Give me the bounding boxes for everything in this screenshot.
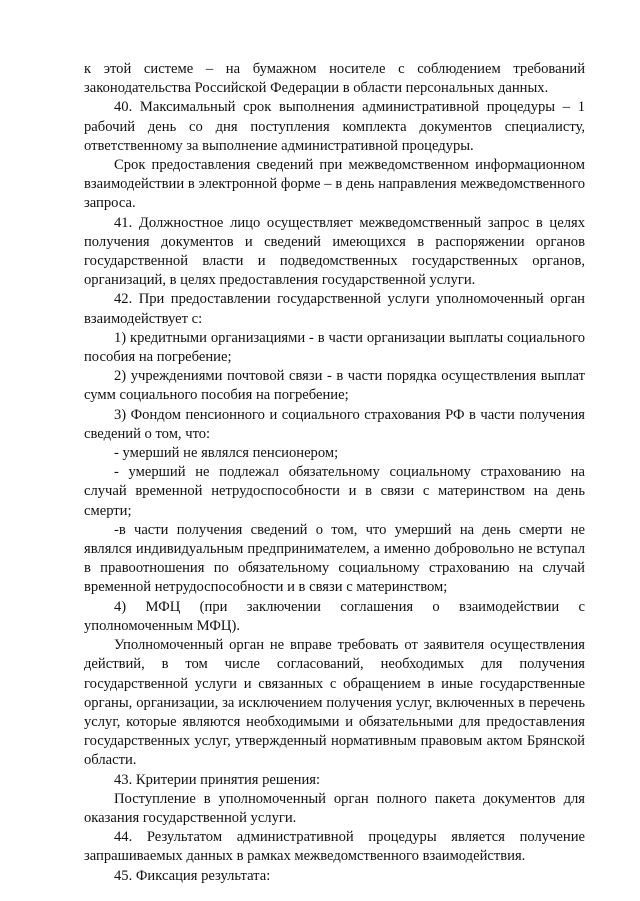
document-page <box>84 60 585 886</box>
list-item-4: 4) МФЦ (при заключении соглашения о взаимодействии с уполномоченным МФЦ). <box>84 598 585 634</box>
list-item-1: 1) кредитными организациями - в части организации выплаты социального пособия на погребение; <box>84 329 585 366</box>
paragraph-continuation: к этой системе – на бумажном носителе с соблюдением требований законодательства Российской Федерации в области персональных данных. <box>84 61 585 97</box>
sub-item-insurance: - умерший не подлежал обязательному социальному страхованию на случай временной нетрудоспособности и в связи с материнством на день смерти; <box>84 464 585 519</box>
paragraph-43: 43. Критерии принятия решения: <box>114 771 321 788</box>
paragraph-41: 41. Должностное лицо осуществляет межведомственный запрос в целях получения документов и сведений имеющихся в распоряжении органов государственной власти и подведомственных государственных органов, организаций, в целях предоставления государственной услуги. <box>84 214 585 289</box>
sub-item-entrepreneur: -в части получения сведений о том, что умерший на день смерти не являлся индивидуальным предпринимателем, а именно добровольно не вступал в правоотношения по обязательному социальному страхованию на случай временной нетрудоспособности и в связи с материнством; <box>84 521 585 596</box>
sub-item-pensioner: - умерший не являлся пенсионером; <box>114 445 339 462</box>
paragraph-45: 45. Фиксация результата: <box>114 867 271 884</box>
list-item-3: 3) Фондом пенсионного и социального страхования РФ в части получения сведений о том, что: <box>84 406 585 442</box>
paragraph-restriction: Уполномоченный орган не вправе требовать от заявителя осуществления действий, в том числе согласований, необходимых для получения государственной услуги и связанных с обращением в иные государственные органы, организации, за исключением получения услуг, включенных в перечень услуг, которые являются необходимыми и обязательными для предоставления государственных услуг, утвержденный нормативным правовым актом Брянской области. <box>84 637 585 769</box>
paragraph-40-deadline: Срок предоставления сведений при межведомственном информационном взаимодействии в электронной форме – в день направления межведомственного запроса. <box>84 157 585 212</box>
paragraph-43-criteria: Поступление в уполномоченный орган полного пакета документов для оказания государственной услуги. <box>84 790 585 826</box>
list-item-2: 2) учреждениями почтовой связи - в части порядка осуществления выплат сумм социального пособия на погребение; <box>84 368 585 404</box>
paragraph-42: 42. При предоставлении государственной услуги уполномоченный орган взаимодействует с: <box>84 291 585 327</box>
paragraph-40: 40. Максимальный срок выполнения административной процедуры – 1 рабочий день со дня поступления комплекта документов специалисту, ответственному за выполнение административной процедуры. <box>84 99 585 154</box>
paragraph-44: 44. Результатом административной процедуры является получение запрашиваемых данных в рамках межведомственного взаимодействия. <box>84 829 585 865</box>
